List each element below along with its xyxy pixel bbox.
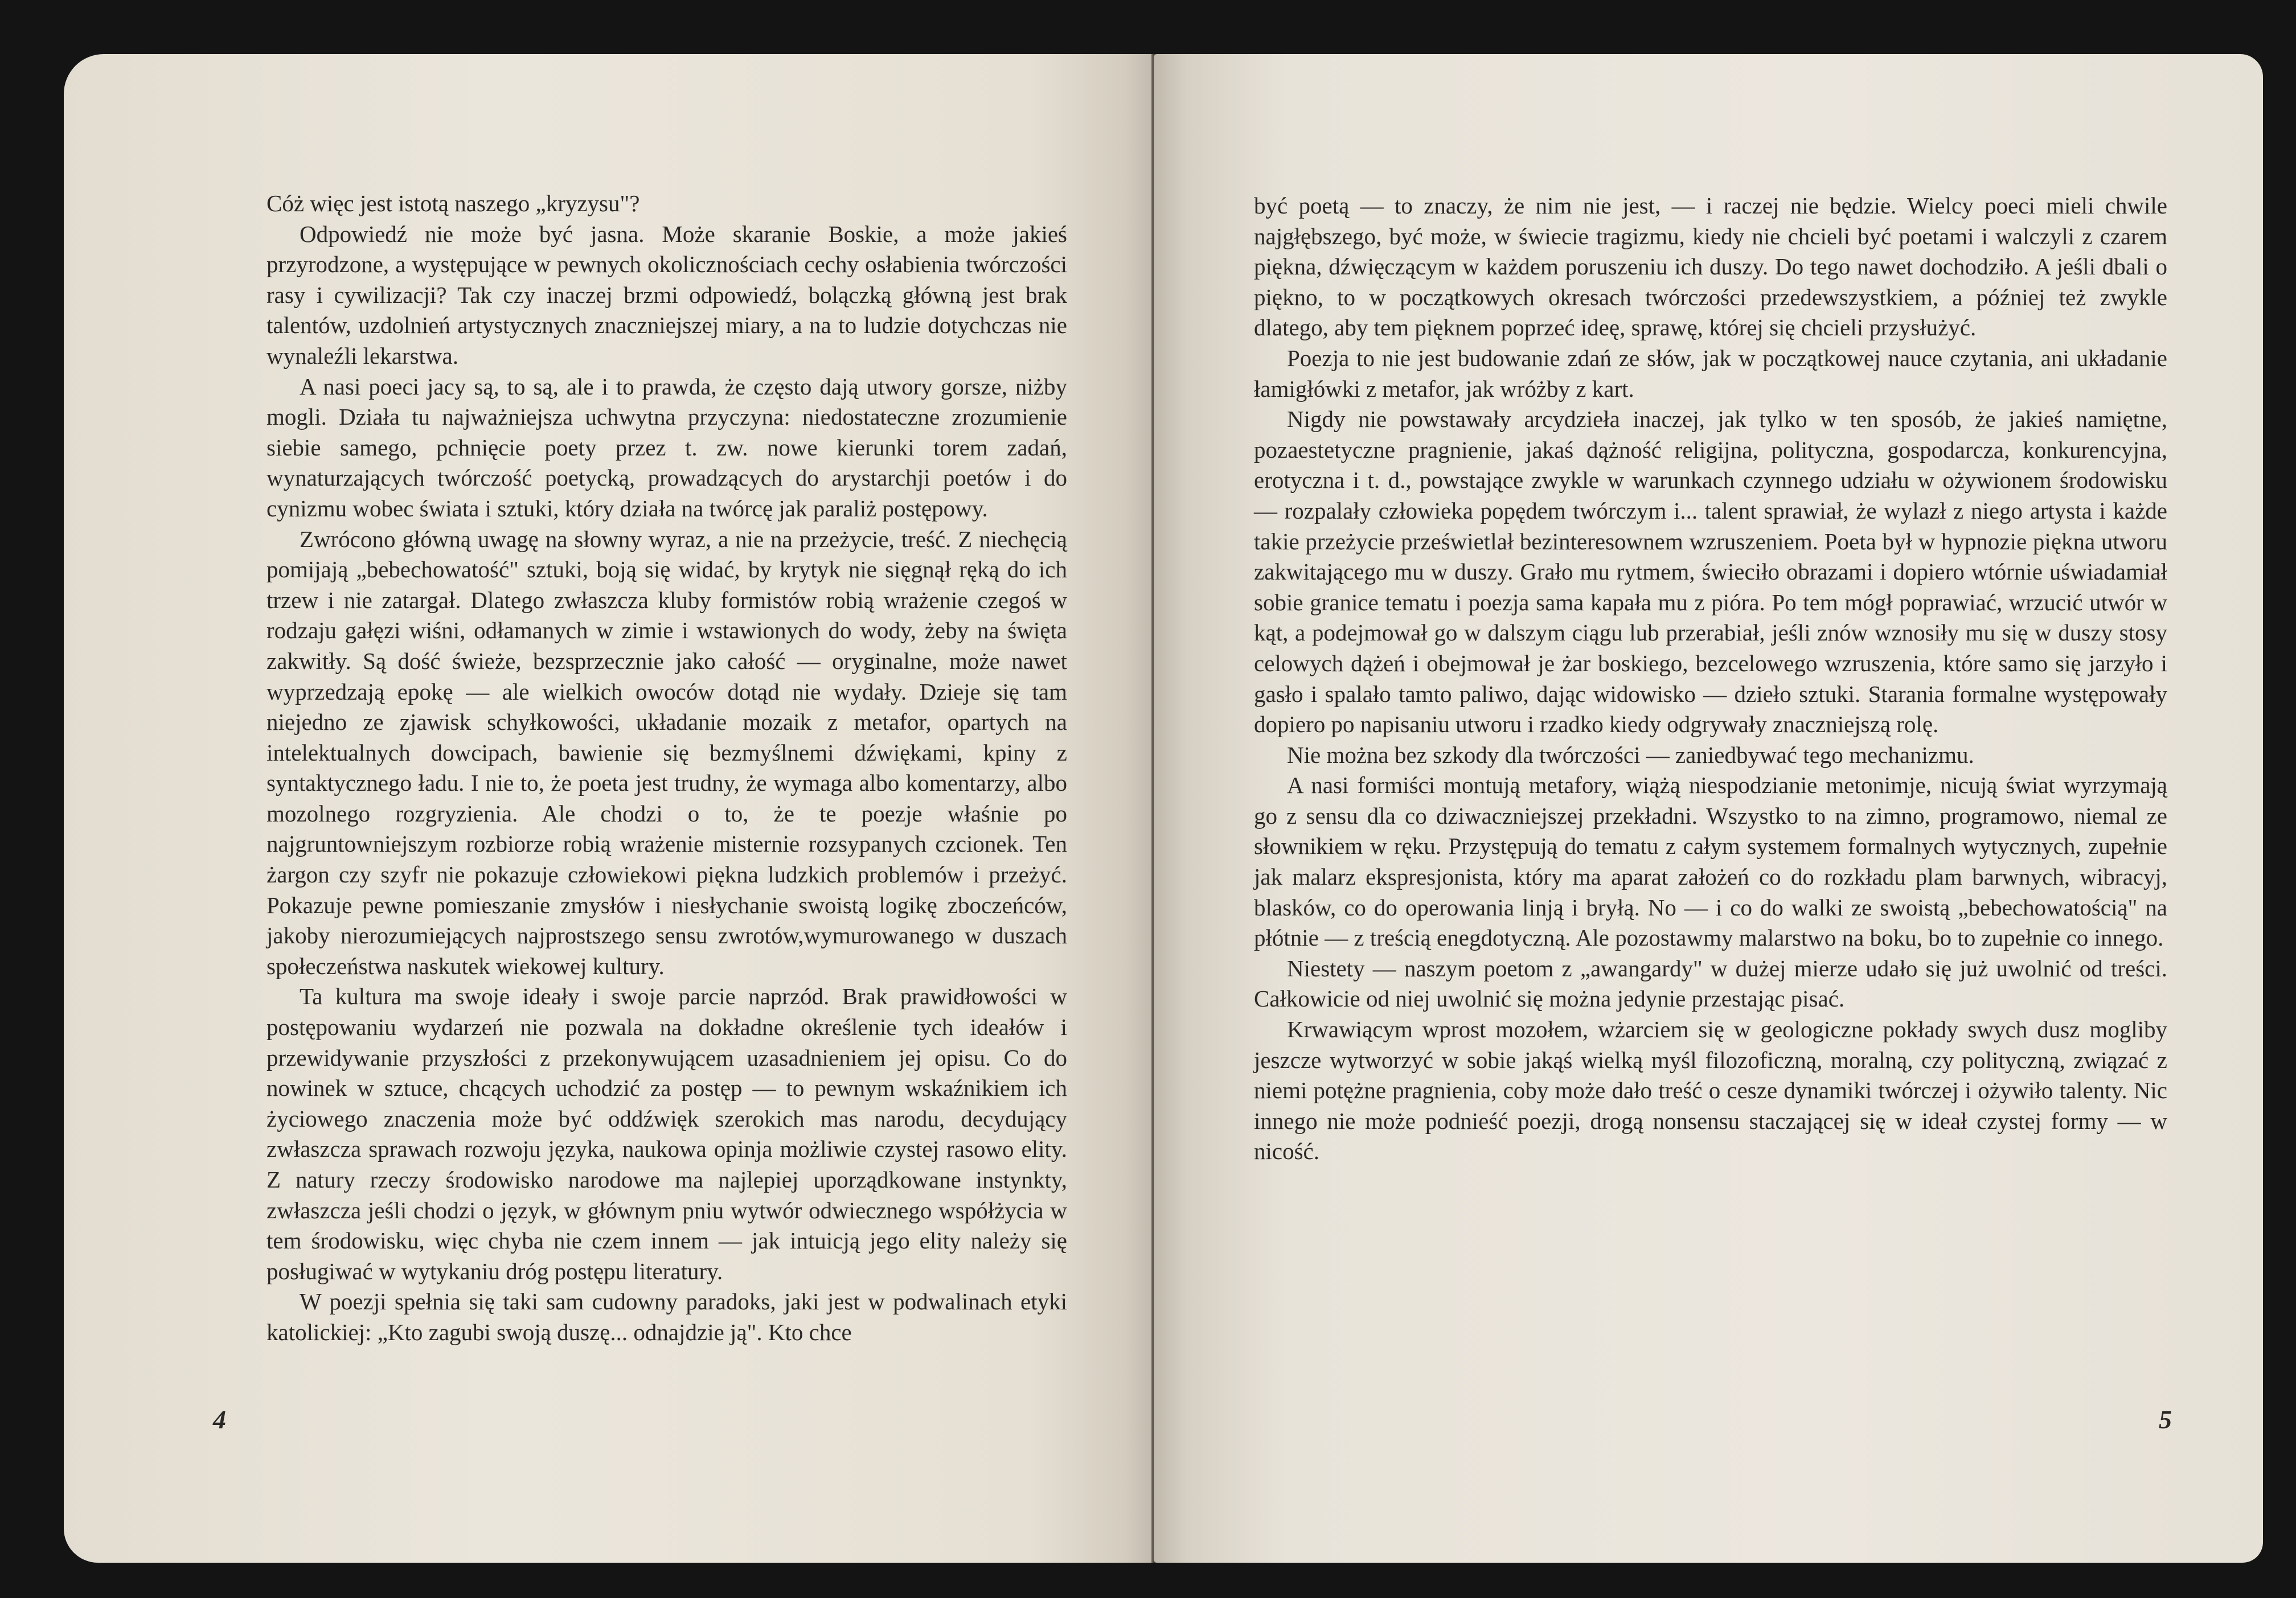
left-paragraph-1: Cóż więc jest istotą naszego „kryzysu"? bbox=[266, 190, 640, 216]
left-paragraph-6: W poezji spełnia się taki sam cudowny paradoks, jaki jest w podwalinach etyki katolickiej: „Kto zagubi swoją duszę... odnajdzie ją". Kto chce bbox=[266, 1288, 1067, 1345]
right-paragraph-4: Nie można bez szkody dla twórczości — zaniedbywać tego mechanizmu. bbox=[1287, 741, 1974, 768]
right-paragraph-1: być poetą — to znaczy, że nim nie jest, — i raczej nie będzie. Wielcy poeci mieli chwile najgłębszego, być może, w świecie tragizmu, kiedy nie chcieli być poetami i walczyli z czarem piękna, dźwięczącym w każdem poruszeniu ich duszy. Do tego nawet dochodziło. A jeśli dbali o piękno, to w początkowych okresach twórczości przedewszystkiem, a później też zwykle dlatego, aby tem pięknem poprzeć ideę, sprawę, której się chcieli przysłużyć. bbox=[1254, 192, 2167, 341]
right-page bbox=[1154, 54, 2263, 1563]
left-page bbox=[64, 54, 1158, 1563]
left-paragraph-5: Ta kultura ma swoje ideały i swoje parcie naprzód. Brak prawidłowości w postępowaniu wydarzeń nie pozwala na dokładne określenie tych ideałów i przewidywanie przyszłości z przekonywującem uzasadnieniem jej opisu. Co do nowinek w sztuce, chcących uchodzić za postęp — to pewnym wskaźnikiem ich życiowego znaczenia może być oddźwięk szerokich mas narodu, decydujący zwłaszcza sprawach rozwoju języka, naukowa opinja możliwie czystej rasowo elity. Z natury rzeczy środowisko narodowe ma najlepiej uporządkowane instynkty, zwłaszcza jeśli chodzi o język, w głównym pniu wytwór odwiecznego współżycia w tem środowisku, więc chyba nie czem innem — jak intuicją jego elity należy się posługiwać w wytykaniu dróg postępu literatury. bbox=[266, 983, 1067, 1284]
right-paragraph-5: A nasi formiści montują metafory, wiążą niespodzianie metonimje, nicują świat wyrzymają go z sensu dla co dziwaczniejszej przekładni. Wszystko to na zimno, programowo, niemal ze słownikiem w ręku. Przystępują do tematu z całym systemem formalnych wytycznych, zupełnie jak malarz ekspresjonista, który ma aparat założeń co do rozkładu plam barwnych, wibracyj, blasków, co do operowania linją i bryłą. No — i co do walki ze swoistą „bebechowatością" na płótnie — z treścią enegdotyczną. Ale pozostawmy malarstwo na boku, bo to zupełnie co innego. bbox=[1254, 772, 2167, 951]
right-paragraph-7: Krwawiącym wprost mozołem, wżarciem się w geologiczne pokłady swych dusz mogliby jeszcze wytworzyć w sobie jakąś wielką myśl filozoficzną, moralną, czy polityczną, związać z niemi potężne pragnienia, coby może dało treść o cesze dynamiki twórczej i ożywiło talenty. Nic innego nie może podnieść poezji, drogą nonsensu staczającej się w ideał czystej formy — w nicość. bbox=[1254, 1016, 2167, 1165]
left-paragraph-3: A nasi poeci jacy są, to są, ale i to prawda, że często dają utwory gorsze, niżby mogli. Działa tu najważniejsza uchwytna przyczyna: niedostateczne zrozumienie siebie samego, pchnięcie poety przez t. zw. nowe kierunki torem zadań, wynaturzających twórczość poetycką, prowadzących do arystarchji poetów i do cynizmu wobec świata i sztuki, który działa na twórcę jak paraliż postępowy. bbox=[266, 373, 1067, 521]
right-paragraph-3: Nigdy nie powstawały arcydzieła inaczej, jak tylko w ten sposób, że jakieś namiętne, pozaestetyczne pragnienie, jakaś dążność religijna, polityczna, gospodarcza, konkurencyjna, erotyczna i t. d., powstające zwykle w warunkach czynnego udziału w ożywionem środowisku — rozpalały człowieka popędem twórczym i... talent sprawiał, że wylazł z niego artysta i każde takie przeżycie prześwietlał bezinteresownem wzruszeniem. Poeta był w hypnozie piękna utworu zakwitającego mu w duszy. Grało mu rytmem, świeciło obrazami i dopiero wtórnie uświadamiał sobie granice tematu i poezja sama kapała mu z pióra. Po tem mógł poprawiać, wrzucić utwór w kąt, a podejmował go w dalszym ciągu lub przerabiał, jeśli znów wznosiły mu się w duszy stosy celowych dążeń i obejmował je żar boskiego, bezcelowego wzruszenia, które samo się jarzyło i gasło i spalało tamto paliwo, dając widowisko — dzieło sztuki. Starania formalne występowały dopiero po napisaniu utworu i rzadko kiedy odgrywały znaczniejszą rolę. bbox=[1254, 406, 2167, 738]
right-page-number: 5 bbox=[2159, 1405, 2172, 1434]
right-paragraph-6: Niestety — naszym poetom z „awangardy" w dużej mierze udało się już uwolnić od treści. Całkowicie od niej uwolnić się można jedynie przestając pisać. bbox=[1254, 955, 2167, 1012]
left-paragraph-2: Odpowiedź nie może być jasna. Może skaranie Boskie, a może jakieś przyrodzone, a występujące w pewnych okolicznościach cechy osłabienia twórczości rasy i cywilizacji? Tak czy inaczej brzmi odpowiedź, bolączką główną jest brak talentów, uzdolnień artystycznych znaczniejszej miary, a na to ludzie dotychczas nie wynaleźli lekarstwa. bbox=[266, 220, 1067, 369]
left-paragraph-4: Zwrócono główną uwagę na słowny wyraz, a nie na przeżycie, treść. Z niechęcią pomijają „bebechowatość" sztuki, boją się widać, by krytyk nie sięgnął ręką do ich trzew i nie zatargał. Dlatego zwłaszcza kluby formistów robią wrażenie czegoś w rodzaju gałęzi wiśni, odłamanych w zimie i wstawionych do wody, żeby na święta zakwitły. Są dość świeże, bezsprzecznie jako całość — oryginalne, może nawet wyprzedzają epokę — ale wielkich owoców dotąd nie wydały. Dzieje się tam niejedno ze zjawisk schyłkowości, układanie mozaik z metafor, opartych na intelektualnych dowcipach, bawienie się bezmyślnemi dźwiękami, kpiny z syntaktycznego ładu. I nie to, że poeta jest trudny, że wymaga albo komentarzy, albo mozolnego rozgryzienia. Ale chodzi o to, że te poezje właśnie po najgruntowniejszym rozbiorze robią wrażenie misternie rozsypanych czcionek. Ten żargon czy szyfr nie pokazuje człowiekowi piękna ludzkich problemów i przeżyć. Pokazuje pewne pomieszanie zmysłów i niesłychanie swoistą logikę zboczeńców, jakoby nierozumiejących najprostszego sensu zwrotów,wymurowanego w duszach społeczeństwa naskutek wiekowej kultury. bbox=[266, 525, 1067, 979]
left-page-number: 4 bbox=[213, 1405, 226, 1434]
right-paragraph-2: Poezja to nie jest budowanie zdań ze słów, jak w początkowej nauce czytania, ani układanie łamigłówki z metafor, jak wróżby z kart. bbox=[1254, 344, 2167, 402]
